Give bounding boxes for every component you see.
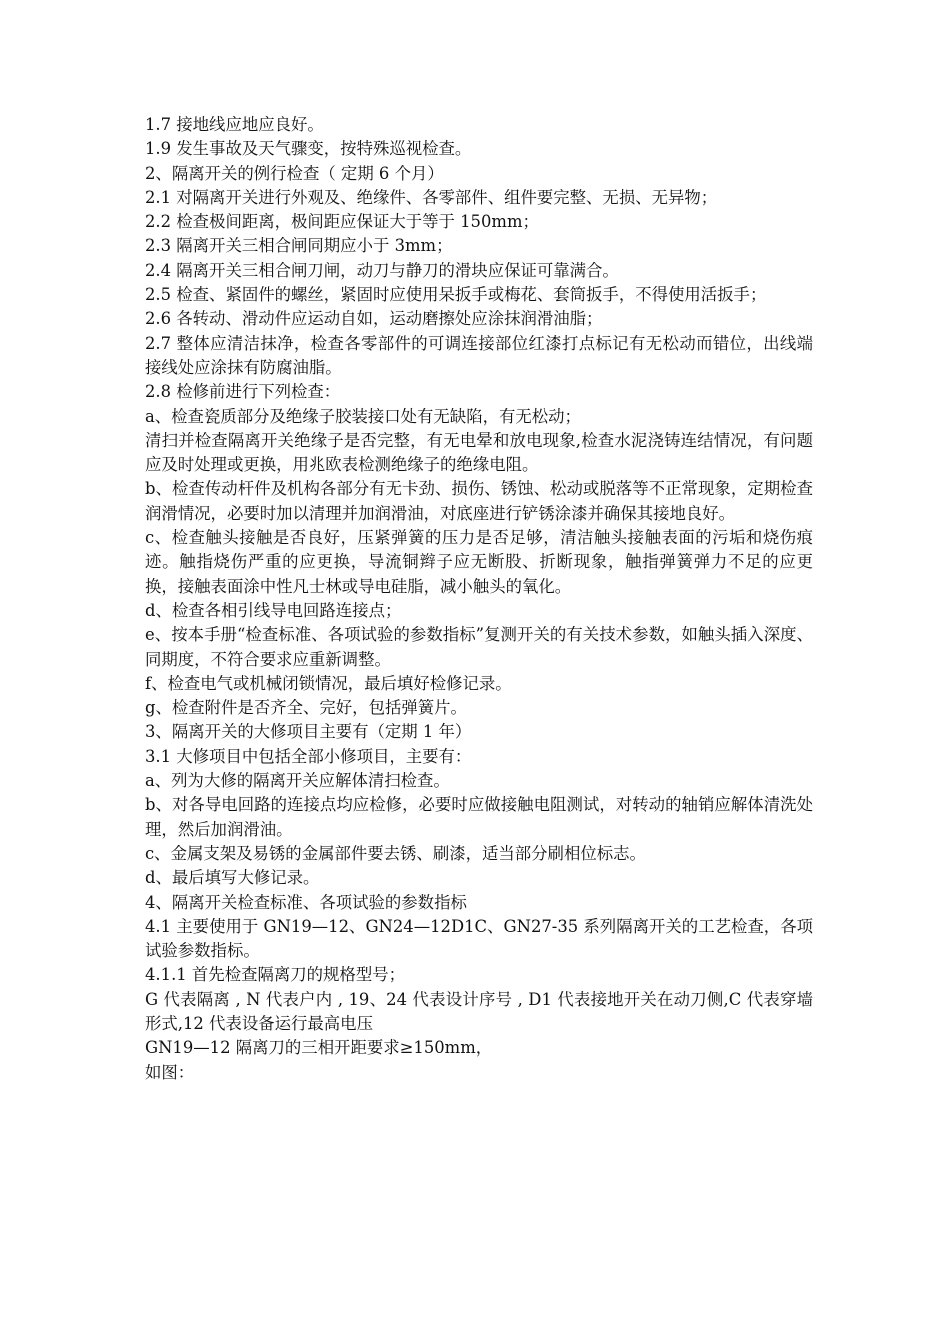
paragraph: 2.4 隔离开关三相合闸刀闸，动刀与静刀的滑块应保证可靠满合。 [145, 260, 619, 280]
paragraph: c、金属支架及易锈的金属部件要去锈、刷漆，适当部分刷相位标志。 [145, 843, 646, 863]
paragraph: b、对各导电回路的连接点均应检修，必要时应做接触电阻测试，对转动的轴销应解体清洗处理，然后加润滑油。 [145, 795, 813, 839]
paragraph: c、检查触头接触是否良好，压紧弹簧的压力是否足够，清洁触头接触表面的污垢和烧伤痕迹。触指烧伤严重的应更换，导流铜辫子应无断股、折断现象，触指弹簧弹力不足的应更换，接触表面涂中性凡士林或导电硅脂，减小触头的氧化。 [145, 528, 813, 596]
paragraph: g、检查附件是否齐全、完好，包括弹簧片。 [145, 698, 467, 718]
paragraph: 清扫并检查隔离开关绝缘子是否完整，有无电晕和放电现象,检查水泥浇铸连结情况，有问题应及时处理或更换，用兆欧表检测绝缘子的绝缘电阻。 [145, 430, 813, 475]
paragraph: f、检查电气或机械闭锁情况，最后填好检修记录。 [145, 673, 512, 693]
paragraph: 2.8 检修前进行下列检查： [145, 382, 341, 402]
paragraph: G 代表隔离 , N 代表户内 , 19、24 代表设计序号 , D1 代表接地开关在动刀侧,C 代表穿墙形式,12 代表设备运行最高电压 [145, 989, 813, 1033]
paragraph: 如图： [145, 1062, 195, 1082]
paragraph: e、按本手册“检查标准、各项试验的参数指标”复测开关的有关技术参数，如触头插入深度、同期度，不符合要求应重新调整。 [145, 625, 813, 669]
paragraph: a、列为大修的隔离开关应解体清扫检查。 [145, 771, 450, 791]
document-body [145, 113, 813, 1085]
section-heading: 3、隔离开关的大修项目主要有（定期 1 年） [145, 722, 472, 742]
paragraph: 2.2 检查极间距离，极间距应保证大于等于 150mm； [145, 212, 539, 232]
paragraph: 2.3 隔离开关三相合闸同期应小于 3mm； [145, 236, 453, 256]
paragraph: GN19—12 隔离刀的三相开距要求≥150mm， [145, 1038, 493, 1058]
paragraph: 2.6 各转动、滑动件应运动自如，运动磨擦处应涂抹润滑油脂； [145, 309, 603, 329]
paragraph: 3.1 大修项目中包括全部小修项目，主要有： [145, 746, 472, 766]
paragraph: 4.1.1 首先检查隔离刀的规格型号； [145, 965, 405, 985]
paragraph: d、检查各相引线导电回路连接点； [145, 600, 402, 620]
section-heading: 4、隔离开关检查标准、各项试验的参数指标 [145, 892, 467, 912]
paragraph: 2.5 检查、紧固件的螺丝，紧固时应使用呆扳手或梅花、套筒扳手，不得使用活扳手； [145, 285, 767, 305]
section-heading: 2、隔离开关的例行检查（ 定期 6 个月） [145, 163, 444, 183]
paragraph: d、最后填写大修记录。 [145, 868, 320, 888]
paragraph: 2.1 对隔离开关进行外观及、绝缘件、各零部件、组件要完整、无损、无异物； [145, 187, 718, 207]
paragraph: a、检查瓷质部分及绝缘子胶装接口处有无缺陷，有无松动； [145, 406, 581, 426]
paragraph: b、检查传动杆件及机构各部分有无卡劲、损伤、锈蚀、松动或脱落等不正常现象，定期检查润滑情况，必要时加以清理并加润滑油，对底座进行铲锈涂漆并确保其接地良好。 [145, 479, 813, 523]
paragraph: 1.9 发生事故及天气骤变，按特殊巡视检查。 [145, 139, 472, 159]
paragraph: 4.1 主要使用于 GN19—12、GN24—12D1C、GN27-35 系列隔离开关的工艺检查，各项试验参数指标。 [145, 916, 813, 961]
paragraph: 2.7 整体应清洁抹净，检查各零部件的可调连接部位红漆打点标记有无松动而错位，出线端接线处应涂抹有防腐油脂。 [145, 333, 813, 377]
paragraph: 1.7 接地线应地应良好。 [145, 115, 324, 134]
